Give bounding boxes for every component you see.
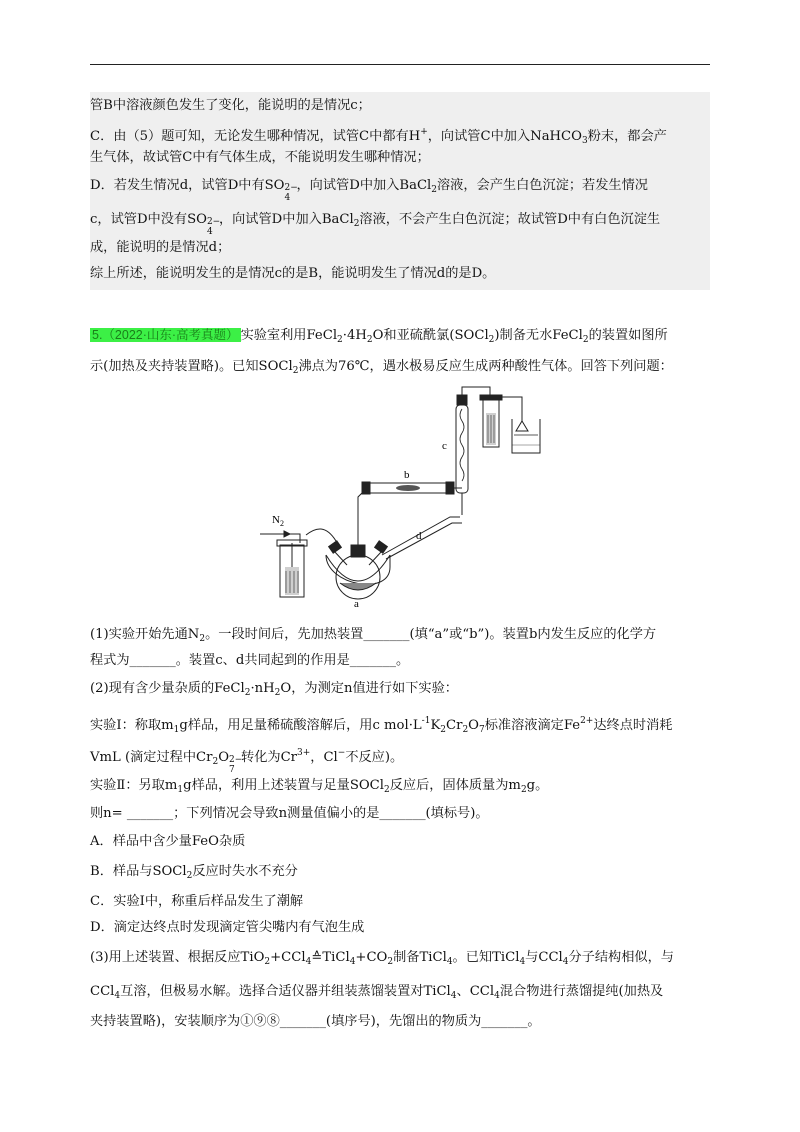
- answer-line-5: c，试管D中没有SO 2− 4 ，向试管D中加入BaCl$_2$溶液，不会产生白色沉淀；故试管D中有白色沉淀生: [90, 212, 661, 237]
- label-n2: $N_2$: [272, 514, 284, 528]
- option-c: C．实验Ⅰ中，称重后样品发生了潮解: [90, 894, 304, 909]
- question-intro-line-1: 5.（2022·山东·高考真题） 实验室利用$FeCl_2\cdot 4H_2O$和亚硫酰氯(SOCl$_2$)制备无水FeCl$_2$的装置如图所: [92, 328, 668, 345]
- condenser-c: [456, 405, 468, 493]
- n2-inlet-tube: [290, 534, 300, 543]
- flask-to-b-tube: [358, 489, 366, 545]
- q1-line-1: (1)实验开始先通$N_2$。一段时间后，先加热装置_______(填“a”或“b”)。装置b内发生反应的化学方: [90, 627, 657, 644]
- answer-line-6: 成，能说明的是情况d；: [90, 240, 231, 255]
- experiment-1-line-1: 实验Ⅰ：称取$m_1g$样品，用足量稀硫酸溶解后，用c $mol\cdot L^{-1}K_2Cr_2O_7$标准溶液滴定$Fe^{2+}$达终点时消耗: [90, 716, 673, 735]
- q1-line-2: 程式为_______。装置c、d共同起到的作用是_______。: [90, 653, 410, 668]
- experiment-2: 实验Ⅱ：另取$m_1g$样品，利用上述装置与足量SOCl$_2$反应后，固体质量为$m_2g$。: [90, 778, 549, 795]
- option-a: A．样品中含少量FeO杂质: [90, 834, 246, 849]
- header-rule: [90, 64, 710, 65]
- label-b: b: [404, 469, 410, 481]
- label-c: c: [442, 440, 447, 452]
- condenser-top-tube: [462, 387, 490, 395]
- option-b: B．样品与SOCl$_2$反应时失水不充分: [90, 864, 298, 881]
- label-a: a: [354, 598, 359, 610]
- label-d: d: [416, 530, 422, 542]
- flask-a-body: [336, 555, 380, 599]
- flask-a-outline: [326, 555, 390, 584]
- answer-line-4: D．若发生情况d，试管D中有SO 2− 4 ，向试管D中加入BaCl$_2$溶液，会产生白色沉淀；若发生情况: [90, 178, 648, 203]
- to-beaker-tube: [498, 397, 522, 421]
- arrow-head-icon: [284, 531, 290, 537]
- q2-intro: (2)现有含少量杂质的$FeCl_2\cdot nH_2O$，为测定n值进行如下实验：: [90, 681, 458, 698]
- q3-line-3: 夹持装置略)，安装顺序为①⑨⑧_______(填序号)，先馏出的物质为_______。: [90, 1014, 541, 1029]
- answer-line-1: 管B中溶液颜色发生了变化，能说明的是情况c；: [90, 98, 371, 113]
- option-d: D．滴定达终点时发现滴定管尖嘴内有气泡生成: [90, 920, 365, 935]
- answer-line-7: 综上所述，能说明发生的是情况c的是B，能说明发生了情况d的是D。: [90, 266, 496, 281]
- apparatus-diagram: [250, 385, 570, 610]
- flask-center-stopper: [351, 545, 365, 557]
- q2-question: 则n= _______；下列情况会导致n测量值偏小的是_______(填标号)。: [90, 806, 489, 821]
- beaker: [512, 419, 540, 453]
- answer-line-3: 生气体，故试管C中有气体生成，不能说明发生哪种情况；: [90, 150, 430, 165]
- q3-line-2: CCl$_4$互溶，但极易水解。选择合适仪器并组装蒸馏装置对TiCl$_4$、CCl$_4$混合物进行蒸馏提纯(加热及: [90, 984, 664, 1001]
- question-source-tag: 5.（2022·山东·高考真题）: [92, 328, 239, 342]
- answer-line-2: C．由（5）题可知，无论发生哪种情况，试管C中都有H+，向试管C中加入NaHCO$_3$粉末，都会产: [90, 127, 667, 146]
- experiment-1-line-2: VmL (滴定过程中$Cr_2O$ 2− 7 转化为$Cr^{3+}$，Cl−不反应)。: [90, 748, 404, 775]
- left-connect-tube: [306, 529, 336, 541]
- question-intro-line-2: 示(加热及夹持装置略)。已知SOCl$_2$沸点为76℃，遇水极易反应生成两种酸性气体。回答下列问题：: [90, 359, 673, 376]
- q3-line-1: (3)用上述装置、根据反应$TiO_2+CCl_4≙TiCl_4+CO_2$制备TiCl$_4$。已知TiCl$_4$与CCl$_4$分子结构相似，与: [90, 950, 674, 967]
